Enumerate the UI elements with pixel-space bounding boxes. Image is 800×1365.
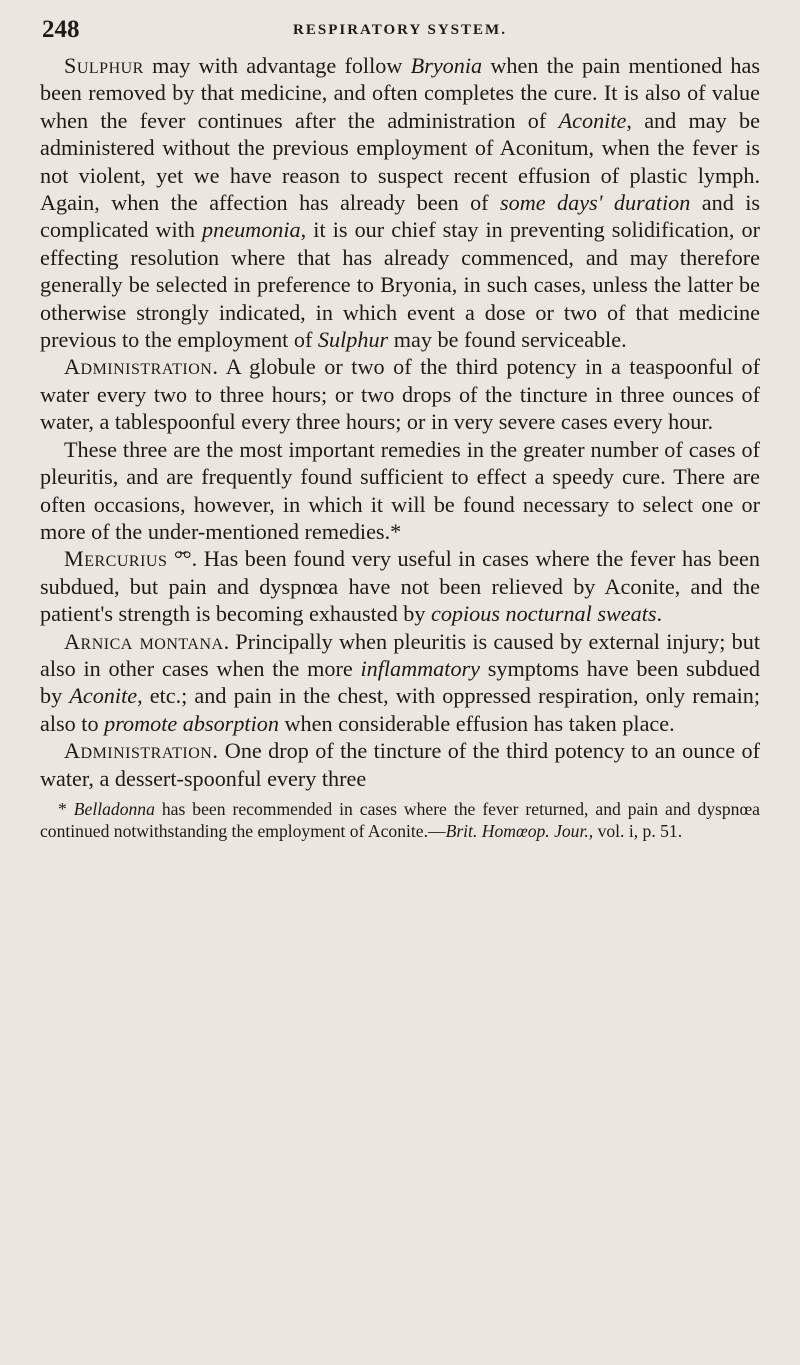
paragraph-summary: These three are the most important remedies in the greater number of cases of pleuritis, and are frequently found sufficient to effect a speedy cure. There are often occasions, however, in which it will be found necessary to select one or more of the under-mentioned remedies.* [40,436,760,544]
footnote-mark: * [58,798,74,819]
paragraph-administration-1: Administration. A globule or two of the third potency in a teaspoonful of water every two to three hours; or two drops of the tincture in three ounces of water, a tablespoonful every three hours; or in very severe cases every hour. [40,354,760,435]
page-header [40,14,760,46]
administration-label: Administration. [64,354,219,380]
body-text [40,52,760,792]
remedy-name: Sulphur [64,53,144,78]
paragraph-arnica: Arnica montana. Principally when pleuritis is caused by external injury; but also in other cases when the more inflammatory symptoms have been subdued by Aconite, etc.; and pain in the chest, with oppressed respiration, only remain; also to promote absorption when considerable effusion has taken place. [40,628,761,736]
paragraph-sulphur: Sulphur may with advantage follow Bryonia when the pain mentioned has been removed by that medicine, and often completes the cure. It is also of value when the fever continues after the administration of Aconite, and may be administered without the previous employment of Aconitum, when the fever is not violent, yet we have reason to suspect recent effusion of plastic lymph. Again, when the affection has already been of some days' duration and is complicated with pneumonia, it is our chief stay in preventing solidification, or effecting resolution where that has already commenced, and may therefore generally be selected in preference to Bryonia, in such cases, unless the latter be otherwise strongly indicated, in which event a dose or two of that medicine previous to the employment of Sulphur may be found serviceable. [40,53,761,353]
footnote-text: * Belladonna has been recommended in cases where the fever returned, and pain and dyspnœa continued notwithstanding the employment of Aconite.—Brit. Homœop. Jour., vol. i, p. 51. [40,798,760,841]
paragraph-mercurius: Mercurius °̆°. Has been found very useful in cases where the fever has been subdued, but pain and dyspnœa have not been relieved by Aconite, and the patient's strength is becoming exhausted by copious nocturnal sweats. [40,546,760,627]
paragraph-administration-2: Administration. One drop of the tincture of the third potency to an ounce of water, a dessert-spoonful every three [40,738,760,791]
remedy-name: Arnica montana [64,628,224,654]
remedy-name: Mercurius [64,546,168,572]
footnote-source: Brit. Homœop. Jour. [445,820,589,841]
footnote [40,798,760,842]
administration-label: Administration. [64,738,219,764]
potency-mark: °̆°. [167,546,198,572]
page-number: 248 [42,16,80,43]
running-title: RESPIRATORY SYSTEM. [293,22,507,38]
